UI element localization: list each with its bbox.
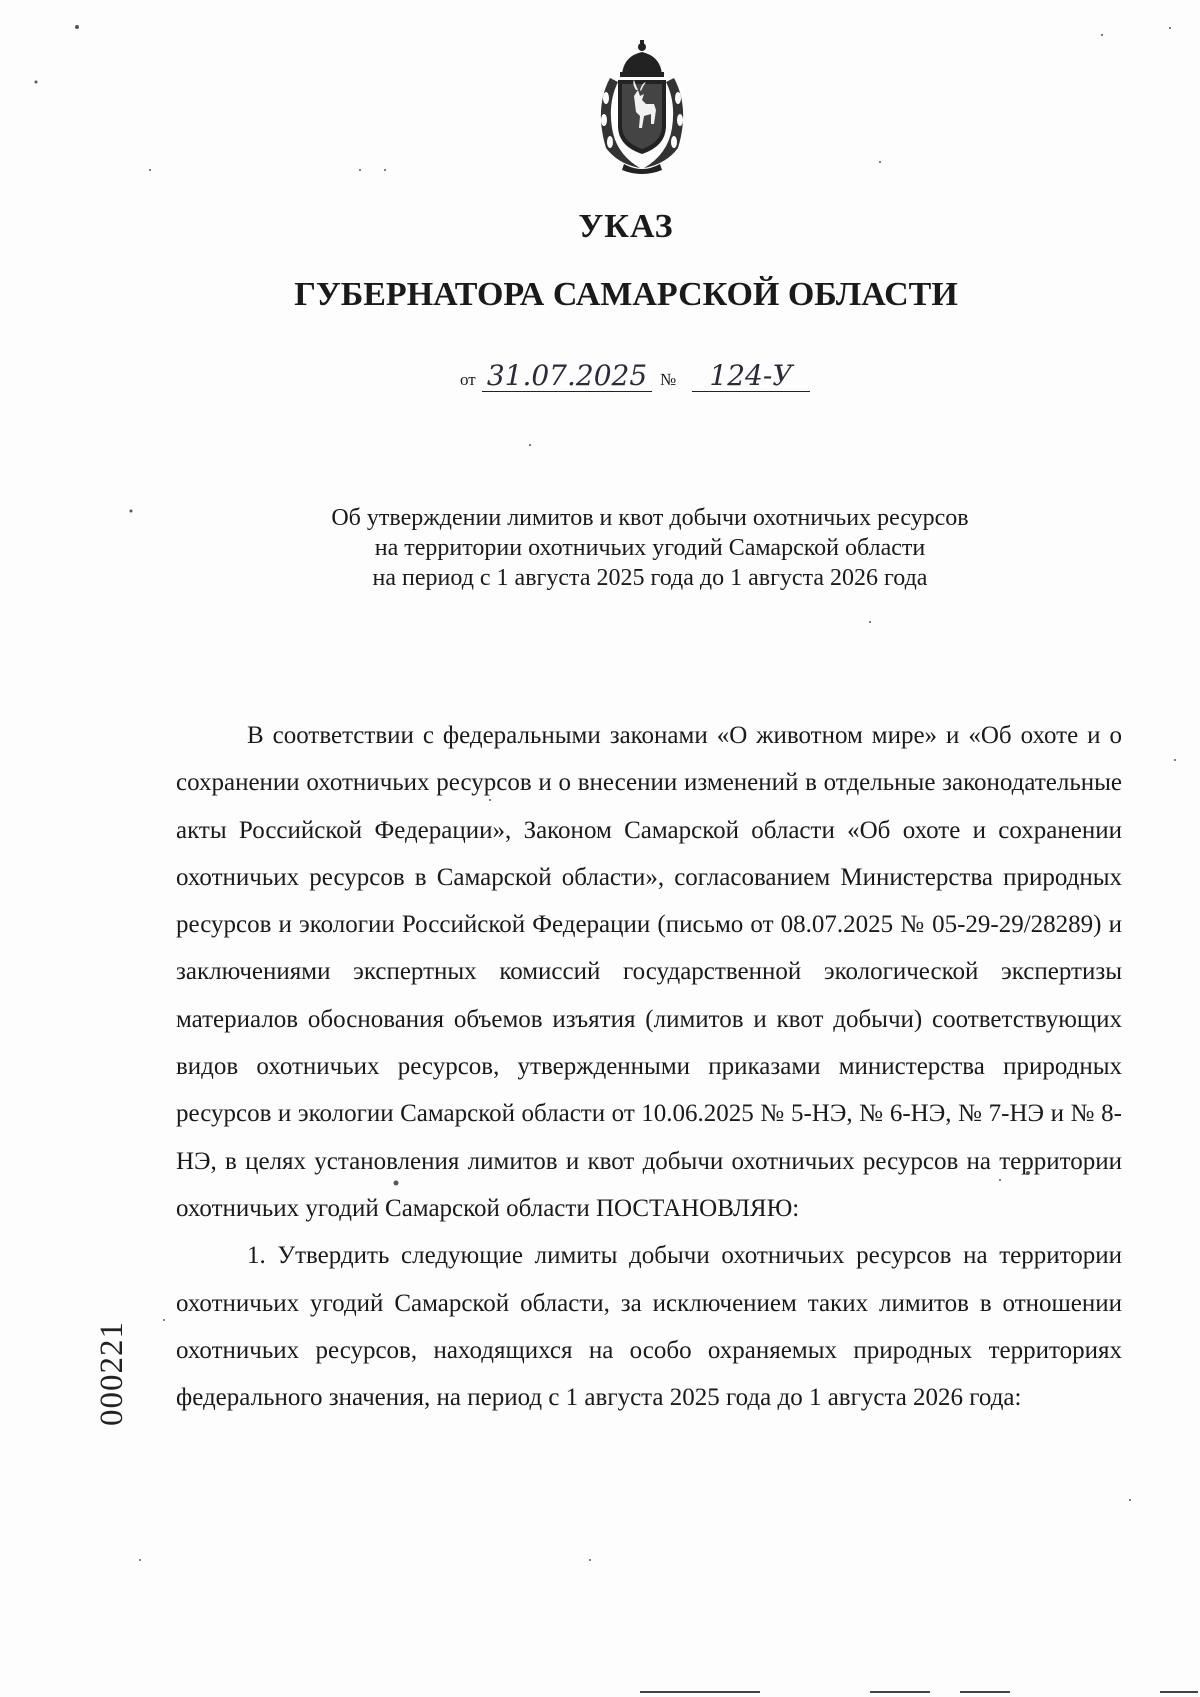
document-body (176, 712, 1122, 1421)
margin-serial-number: 000221 (94, 1321, 130, 1426)
subject-line: Об утверждении лимитов и квот добычи охотничьих ресурсов (331, 505, 969, 531)
handwritten-number: 124-У (692, 361, 810, 392)
document-issuer: ГУБЕРНАТОРА САМАРСКОЙ ОБЛАСТИ (294, 276, 958, 313)
coat-of-arms-icon (588, 38, 696, 174)
document-type: УКАЗ (578, 208, 674, 245)
subject-line: на территории охотничьих угодий Самарской области (374, 535, 926, 561)
date-and-number-line (460, 356, 860, 396)
item-1-paragraph: 1. Утвердить следующие лимиты добычи охотничьих ресурсов на территории охотничьих угодий Самарской области, за исключением таких лимитов в отношении охотничьих ресурсов, находящихся на особо охраняемых природных территориях федерального значения, на период с 1 августа 2025 года до 1 августа 2026 года: (176, 1242, 1122, 1412)
handwritten-date: 31.07.2025 (482, 361, 652, 392)
subject-line: на период с 1 августа 2025 года до 1 августа 2026 года (372, 565, 928, 591)
document-subject (200, 503, 1100, 593)
date-prefix: от (460, 370, 476, 389)
preamble-paragraph: В соответствии с федеральными законами «О животном мире» и «Об охоте и о сохранении охотничьих ресурсов и о внесении изменений в отдельные законодательные акты Российской Федерации», Законом Самарской области «Об охоте и сохранении охотничьих ресурсов в Самарской области», согласованием Министерства природных ресурсов и экологии Российской Федерации (письмо от 08.07.2025 № 05-29-29/28289) и заключениями экспертных комиссий государственной экологической экспертизы материалов обоснования объемов изъятия (лимитов и квот добычи) соответствующих видов охотничьих ресурсов, утвержденными приказами министерства природных ресурсов и экологии Самарской области от 10.06.2025 № 5-НЭ, № 6-НЭ, № 7-НЭ и № 8-НЭ, в целях установления лимитов и квот добычи охотничьих ресурсов на территории охотничьих угодий Самарской области ПОСТАНОВЛЯЮ: (176, 722, 1122, 1222)
number-prefix: № (660, 370, 677, 389)
